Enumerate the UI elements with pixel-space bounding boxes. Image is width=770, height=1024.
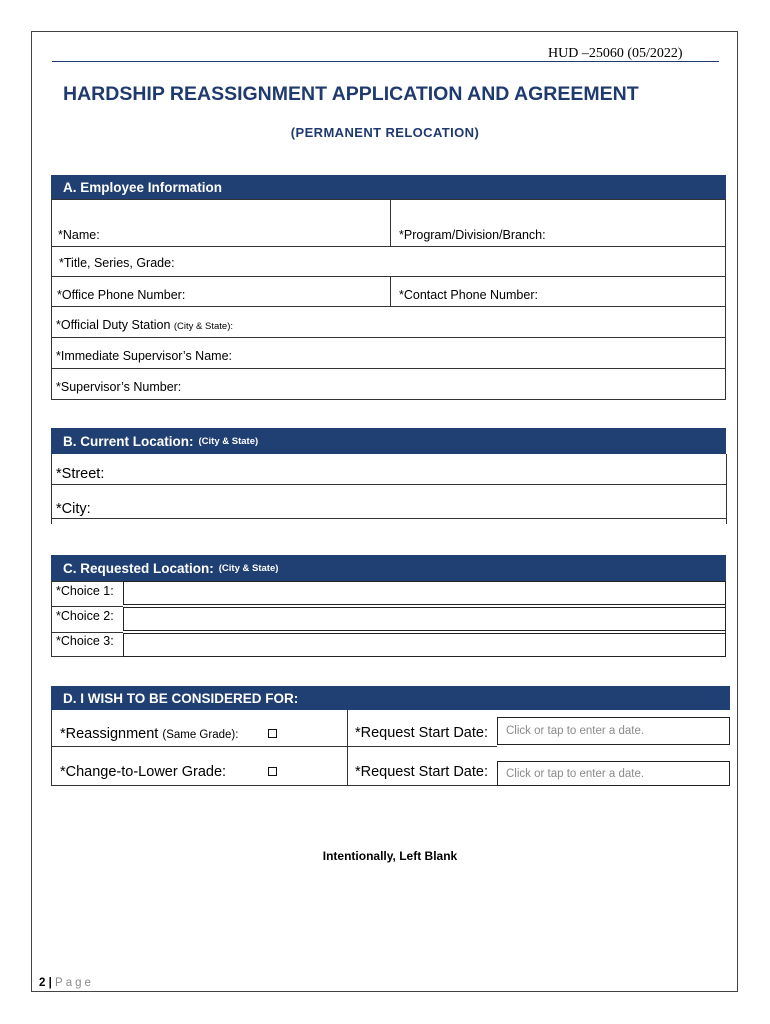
supervisor-number-field[interactable]: *Supervisor’s Number: — [56, 380, 182, 394]
intentionally-blank-note: Intentionally, Left Blank — [322, 849, 458, 863]
form-subtitle: (PERMANENT RELOCATION) — [290, 125, 480, 140]
page-footer — [39, 977, 94, 989]
divider — [51, 632, 123, 633]
choice-3-label: *Choice 3: — [56, 634, 114, 648]
divider — [51, 246, 726, 247]
divider — [51, 606, 123, 607]
office-phone-field[interactable]: *Office Phone Number: — [57, 288, 186, 302]
start-date-input-1[interactable]: Click or tap to enter a date. — [497, 717, 730, 745]
street-field[interactable]: *Street: — [56, 466, 105, 482]
choice-1-input[interactable] — [123, 581, 726, 605]
divider — [51, 746, 497, 747]
start-date-label-2: *Request Start Date: — [355, 764, 488, 780]
divider — [51, 710, 52, 785]
title-series-grade-field[interactable]: *Title, Series, Grade: — [59, 256, 175, 270]
reassignment-note: (Same Grade): — [162, 729, 239, 741]
divider — [51, 454, 52, 524]
section-c-note: (City & State) — [218, 562, 279, 574]
contact-phone-field[interactable]: *Contact Phone Number: — [399, 288, 538, 302]
section-a-header — [51, 175, 726, 199]
choice-2-input[interactable] — [123, 607, 726, 631]
reassignment-label: *Reassignment — [60, 726, 159, 742]
start-date-input-2[interactable]: Click or tap to enter a date. — [497, 761, 730, 786]
page-number: 2 — [39, 977, 46, 989]
section-c-heading: C. Requested Location: — [63, 560, 214, 576]
divider — [347, 710, 348, 785]
divider — [726, 454, 727, 524]
change-lower-grade-label: *Change-to-Lower Grade: — [60, 764, 227, 780]
reassignment-checkbox[interactable] — [268, 729, 277, 738]
divider — [390, 199, 391, 246]
form-number: HUD –25060 (05/2022) — [548, 46, 683, 61]
section-b-heading: B. Current Location: — [63, 433, 194, 449]
choice-2-label: *Choice 2: — [56, 609, 114, 623]
reassignment-option — [60, 726, 238, 742]
change-lower-grade-checkbox[interactable] — [268, 767, 277, 776]
start-date-label-1: *Request Start Date: — [355, 725, 488, 741]
section-d-header — [51, 686, 730, 710]
section-d-heading: D. I WISH TO BE CONSIDERED FOR: — [63, 690, 299, 706]
divider — [390, 276, 391, 306]
program-field[interactable]: *Program/Division/Branch: — [399, 228, 546, 242]
footer-separator: | — [48, 977, 52, 989]
section-b-header — [51, 428, 726, 454]
name-field[interactable]: *Name: — [58, 228, 100, 242]
choice-1-label: *Choice 1: — [56, 584, 114, 598]
form-title: HARDSHIP REASSIGNMENT APPLICATION AND AGREEMENT — [63, 83, 639, 105]
divider — [51, 337, 726, 338]
choice-3-input[interactable] — [123, 633, 726, 657]
divider — [51, 484, 726, 485]
duty-station-note: (City & State): — [173, 321, 234, 332]
section-a-heading: A. Employee Information — [63, 179, 223, 195]
section-b-note: (City & State) — [198, 435, 259, 447]
header-rule — [52, 61, 719, 62]
duty-station-label: *Official Duty Station — [56, 318, 171, 332]
divider — [51, 368, 726, 369]
divider — [51, 518, 726, 519]
city-field[interactable]: *City: — [56, 501, 91, 517]
divider — [51, 785, 497, 786]
duty-station-field[interactable] — [56, 318, 233, 332]
divider — [51, 306, 726, 307]
section-c-header — [51, 555, 726, 581]
divider — [51, 276, 726, 277]
supervisor-name-field[interactable]: *Immediate Supervisor’s Name: — [56, 349, 232, 363]
page-word: Page — [55, 977, 94, 989]
